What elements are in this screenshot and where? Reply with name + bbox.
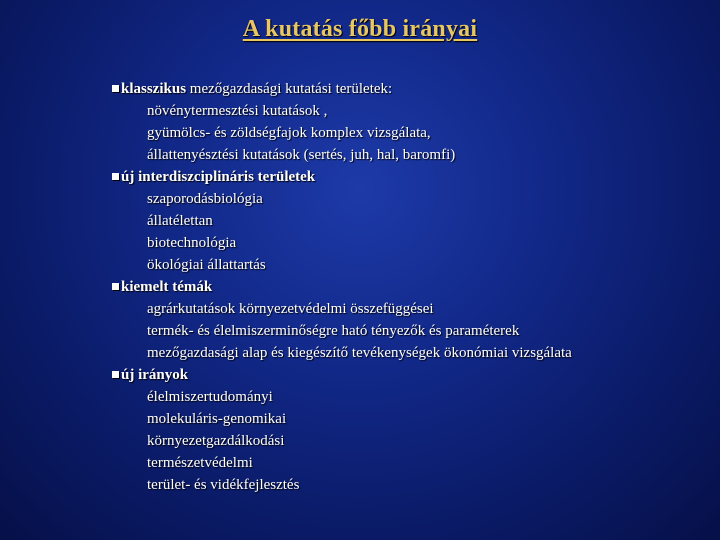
list-item: állattenyésztési kutatások (sertés, juh, hal, baromfi) <box>147 147 456 163</box>
section-heading-bold: kiemelt témák <box>121 279 213 295</box>
list-item: természetvédelmi <box>147 455 253 471</box>
section-heading-rest: mezőgazdasági kutatási területek: <box>186 81 393 97</box>
list-item: termék- és élelmiszerminőségre ható tényezők és paraméterek <box>147 323 520 339</box>
slide-content <box>112 78 702 496</box>
square-bullet-icon <box>112 283 119 290</box>
list-item: ökológiai állattartás <box>147 257 266 273</box>
section-interdisciplinary <box>112 166 702 276</box>
section-highlighted-topics <box>112 276 702 364</box>
list-item: állatélettan <box>147 213 213 229</box>
square-bullet-icon <box>112 371 119 378</box>
section-heading <box>112 166 702 188</box>
list-item: terület- és vidékfejlesztés <box>147 477 300 493</box>
list-item: mezőgazdasági alap és kiegészítő tevékenységek ökonómiai vizsgálata <box>147 345 572 361</box>
section-heading <box>112 364 702 386</box>
slide-title: A kutatás főbb irányai <box>242 16 478 42</box>
list-item: növénytermesztési kutatások , <box>147 103 328 119</box>
section-heading-bold: klasszikus <box>121 81 187 97</box>
section-new-directions <box>112 364 702 496</box>
list-item: molekuláris-genomikai <box>147 411 287 427</box>
list-item: környezetgazdálkodási <box>147 433 285 449</box>
list-item: szaporodásbiológia <box>147 191 263 207</box>
list-item: biotechnológia <box>147 235 237 251</box>
square-bullet-icon <box>112 173 119 180</box>
section-heading <box>112 78 702 100</box>
section-classic <box>112 78 702 166</box>
section-heading <box>112 276 702 298</box>
list-item: agrárkutatások környezetvédelmi összefüggései <box>147 301 434 317</box>
section-heading-bold: új interdiszciplináris területek <box>121 169 316 185</box>
section-heading-bold: új irányok <box>121 367 189 383</box>
square-bullet-icon <box>112 85 119 92</box>
list-item: gyümölcs- és zöldségfajok komplex vizsgálata, <box>147 125 431 141</box>
list-item: élelmiszertudományi <box>147 389 273 405</box>
